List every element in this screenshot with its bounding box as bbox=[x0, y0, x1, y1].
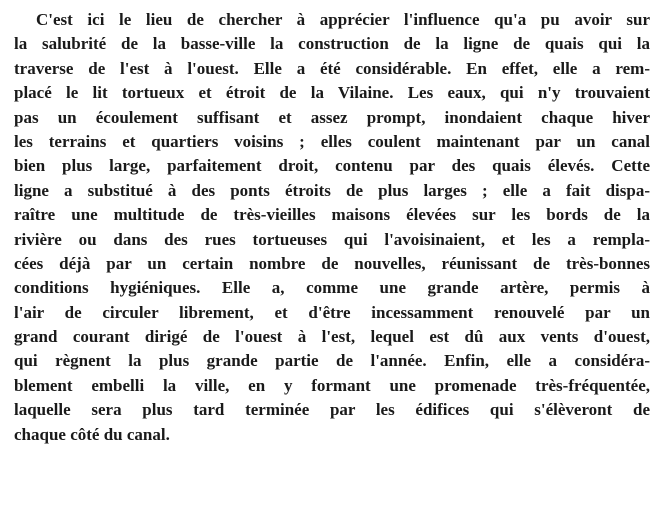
text-line: placé le lit tortueux et étroit de la Vilaine. Les eaux, qui n'y trouvaient bbox=[14, 83, 650, 103]
text-line: laquelle sera plus tard terminée par les édifices qui s'élèveront de bbox=[14, 400, 650, 420]
paragraph bbox=[14, 8, 650, 447]
text-line: ligne a substitué à des ponts étroits de plus larges ; elle a fait dispa- bbox=[14, 180, 650, 200]
text-line: bien plus large, parfaitement droit, contenu par des quais élevés. Cette bbox=[14, 156, 650, 176]
text-line: grand courant dirigé de l'ouest à l'est, lequel est dû aux vents d'ouest, bbox=[14, 327, 650, 347]
text-line: la salubrité de la basse-ville la construction de la ligne de quais qui la bbox=[14, 34, 650, 54]
text-line: les terrains et quartiers voisins ; elles coulent maintenant par un canal bbox=[14, 131, 650, 151]
text-line: raître une multitude de très-vieilles maisons élevées sur les bords de la bbox=[14, 205, 650, 225]
text-line: rivière ou dans des rues tortueuses qui l'avoisinaient, et les a rempla- bbox=[14, 229, 650, 249]
text-line: qui règnent la plus grande partie de l'année. Enfin, elle a considéra- bbox=[14, 351, 650, 371]
text-line: l'air de circuler librement, et d'être incessamment renouvelé par un bbox=[14, 302, 650, 322]
text-line: chaque côté du canal. bbox=[14, 424, 170, 444]
text-line: traverse de l'est à l'ouest. Elle a été considérable. En effet, elle a rem- bbox=[14, 58, 650, 78]
text-line: conditions hygiéniques. Elle a, comme une grande artère, permis à bbox=[14, 278, 650, 298]
text-line: pas un écoulement suffisant et assez prompt, inondaient chaque hiver bbox=[14, 107, 650, 127]
text-line: cées déjà par un certain nombre de nouvelles, réunissant de très-bonnes bbox=[14, 253, 650, 273]
text-line: C'est ici le lieu de chercher à apprécier l'influence qu'a pu avoir sur bbox=[36, 10, 650, 29]
text-line: blement embelli la ville, en y formant une promenade très-fréquentée, bbox=[14, 375, 650, 395]
